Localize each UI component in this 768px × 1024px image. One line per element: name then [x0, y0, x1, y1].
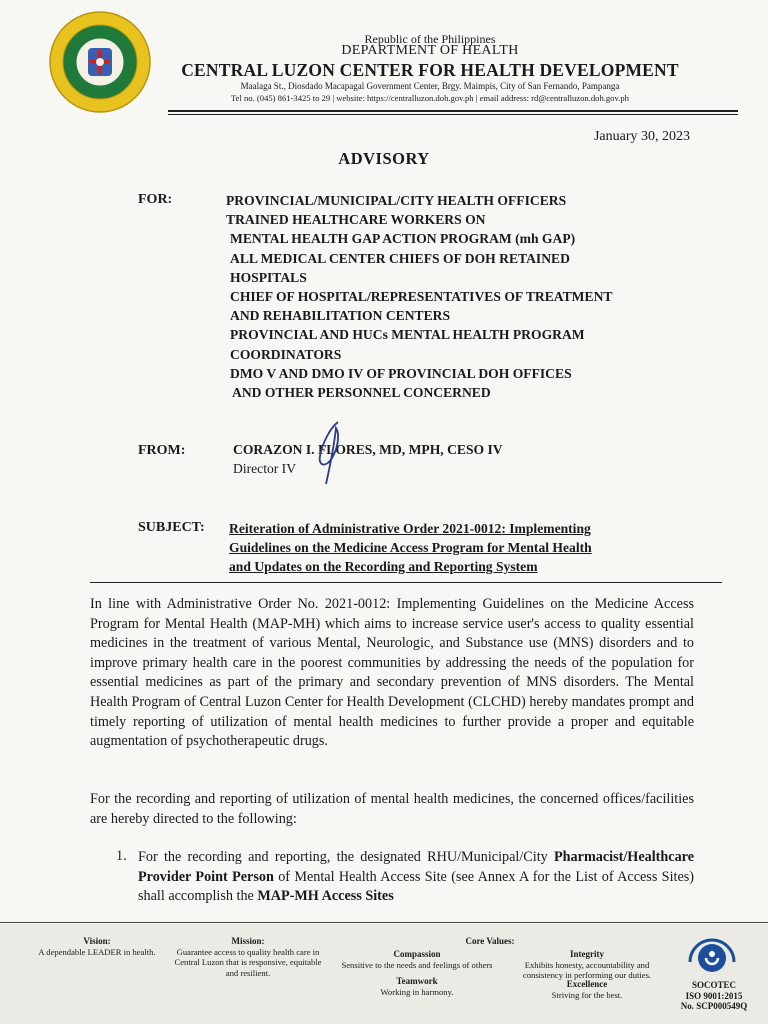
- vision-block: [22, 936, 172, 957]
- excellence-block: [506, 979, 668, 1000]
- integrity-text: Exhibits honesty, accountability and consistency in performing our duties.: [522, 959, 652, 980]
- from-label: FROM:: [138, 443, 186, 458]
- paragraph-1: In line with Administrative Order No. 2021-0012: Implementing Guidelines on the Medicine Access Program for Mental Health (MAP-MH) which aims to increase service user's access to quality essential medicines in the treatment of various Mental, Neurologic, and Substance use (MNS) disorders and to improve primary health care in the poorest communities by addressing the needs of the population for essential medicines as part of the primary and secondary prevention of MNS disorders. The Mental Health Program of Central Luzon Center for Health Development (CLCHD) hereby mandates prompt and timely reporting of utilization of mental health medicines to further provide a proper and equitable augmentation of psychotherapeutic drugs.: [90, 596, 694, 750]
- subject-rule: [90, 582, 722, 583]
- from-name: CORAZON I. FLORES, MD, MPH, CESO IV: [233, 442, 503, 457]
- certification-block: [668, 980, 760, 1012]
- for-line: PROVINCIAL AND HUCs MENTAL HEALTH PROGRAM: [230, 327, 585, 343]
- vision-head: Vision:: [83, 936, 111, 946]
- compassion-text: Sensitive to the needs and feelings of others: [341, 959, 493, 970]
- for-label: FOR:: [138, 192, 173, 207]
- mission-text: Guarantee access to quality health care in Central Luzon that is responsive, equitable and resilient.: [174, 946, 322, 978]
- mission-head: Mission:: [231, 936, 265, 946]
- doh-seal-icon: [48, 10, 152, 114]
- for-line: TRAINED HEALTHCARE WORKERS ON: [226, 212, 486, 228]
- signature-icon: [300, 418, 360, 488]
- for-line: COORDINATORS: [230, 346, 342, 362]
- item-1-text: [138, 848, 694, 907]
- for-line: AND OTHER PERSONNEL CONCERNED: [232, 385, 491, 401]
- subject-line: Guidelines on the Medicine Access Program for Mental Health: [229, 540, 592, 555]
- for-line: MENTAL HEALTH GAP ACTION PROGRAM (mh GAP): [230, 231, 576, 247]
- integrity-head: Integrity: [570, 949, 604, 959]
- item-1-bold2: MAP-MH Access Sites: [257, 888, 394, 905]
- teamwork-block: [336, 976, 498, 997]
- center-name: CENTRAL LUZON CENTER FOR HEALTH DEVELOPMENT: [181, 60, 679, 80]
- header-rule: [168, 110, 738, 112]
- vision-text: A dependable LEADER in health.: [38, 946, 156, 957]
- contact-text: Tel no. (045) 861-3425 to 29 | website: https://centralluzon.doh.gov.ph | email address: rd@centralluzon.doh.gov.ph: [231, 93, 629, 103]
- subject-line: and Updates on the Recording and Reporting System: [229, 559, 538, 574]
- compassion-head: Compassion: [393, 949, 441, 959]
- compassion-block: [336, 949, 498, 970]
- core-values-head: Core Values:: [465, 936, 515, 946]
- document-title: ADVISORY: [338, 149, 430, 168]
- from-title: Director IV: [233, 461, 297, 476]
- item-1-part1: For the recording and reporting, the designated RHU/Municipal/City: [138, 849, 548, 865]
- mission-block: [172, 936, 324, 978]
- cert-number: No. SCP000549Q: [680, 1001, 748, 1011]
- subject-label: SUBJECT:: [138, 520, 205, 535]
- teamwork-text: Working in harmony.: [380, 986, 454, 997]
- cert-brand: SOCOTEC: [691, 980, 736, 990]
- header-rule-thin: [168, 114, 738, 115]
- for-line: ALL MEDICAL CENTER CHIEFS OF DOH RETAINED: [230, 250, 570, 266]
- excellence-text: Striving for the best.: [551, 989, 623, 1000]
- item-1-number: 1.: [116, 848, 127, 864]
- item-1-part2: of Mental Health Access Site (see Annex A for the List of Access Sites) shall accomplish the: [138, 868, 694, 905]
- for-line: HOSPITALS: [230, 269, 307, 285]
- cert-iso: ISO 9001:2015: [685, 990, 743, 1001]
- for-line: AND REHABILITATION CENTERS: [230, 308, 451, 324]
- paragraph-2: For the recording and reporting of utilization of mental health medicines, the concerned offices/facilities are hereby directed to the following:: [90, 791, 694, 827]
- item-1-bold1: Pharmacist/Healthcare Provider Point Person: [138, 849, 694, 885]
- footer-rule: [0, 922, 768, 923]
- for-line: PROVINCIAL/MUNICIPAL/CITY HEALTH OFFICERS: [226, 193, 567, 208]
- department-text: DEPARTMENT OF HEALTH: [341, 43, 519, 58]
- socotec-certification-icon: [682, 932, 742, 978]
- document-date: January 30, 2023: [593, 129, 690, 144]
- subject-text: [229, 519, 669, 576]
- republic-text: Republic of the Philippines: [364, 32, 496, 46]
- for-line: CHIEF OF HOSPITAL/REPRESENTATIVES OF TREATMENT: [230, 289, 613, 305]
- for-line: DMO V AND DMO IV OF PROVINCIAL DOH OFFICES: [230, 365, 572, 381]
- excellence-head: Excellence: [566, 979, 608, 989]
- subject-line: Reiteration of Administrative Order 2021-0012: Implementing: [229, 521, 591, 536]
- teamwork-head: Teamwork: [396, 976, 438, 986]
- address-text: Maalaga St., Diosdado Macapagal Government Center, Brgy. Maimpis, City of San Fernando, Pampanga: [240, 81, 620, 91]
- for-recipients: [226, 191, 706, 402]
- integrity-block: [506, 949, 668, 981]
- footer: [0, 924, 768, 1024]
